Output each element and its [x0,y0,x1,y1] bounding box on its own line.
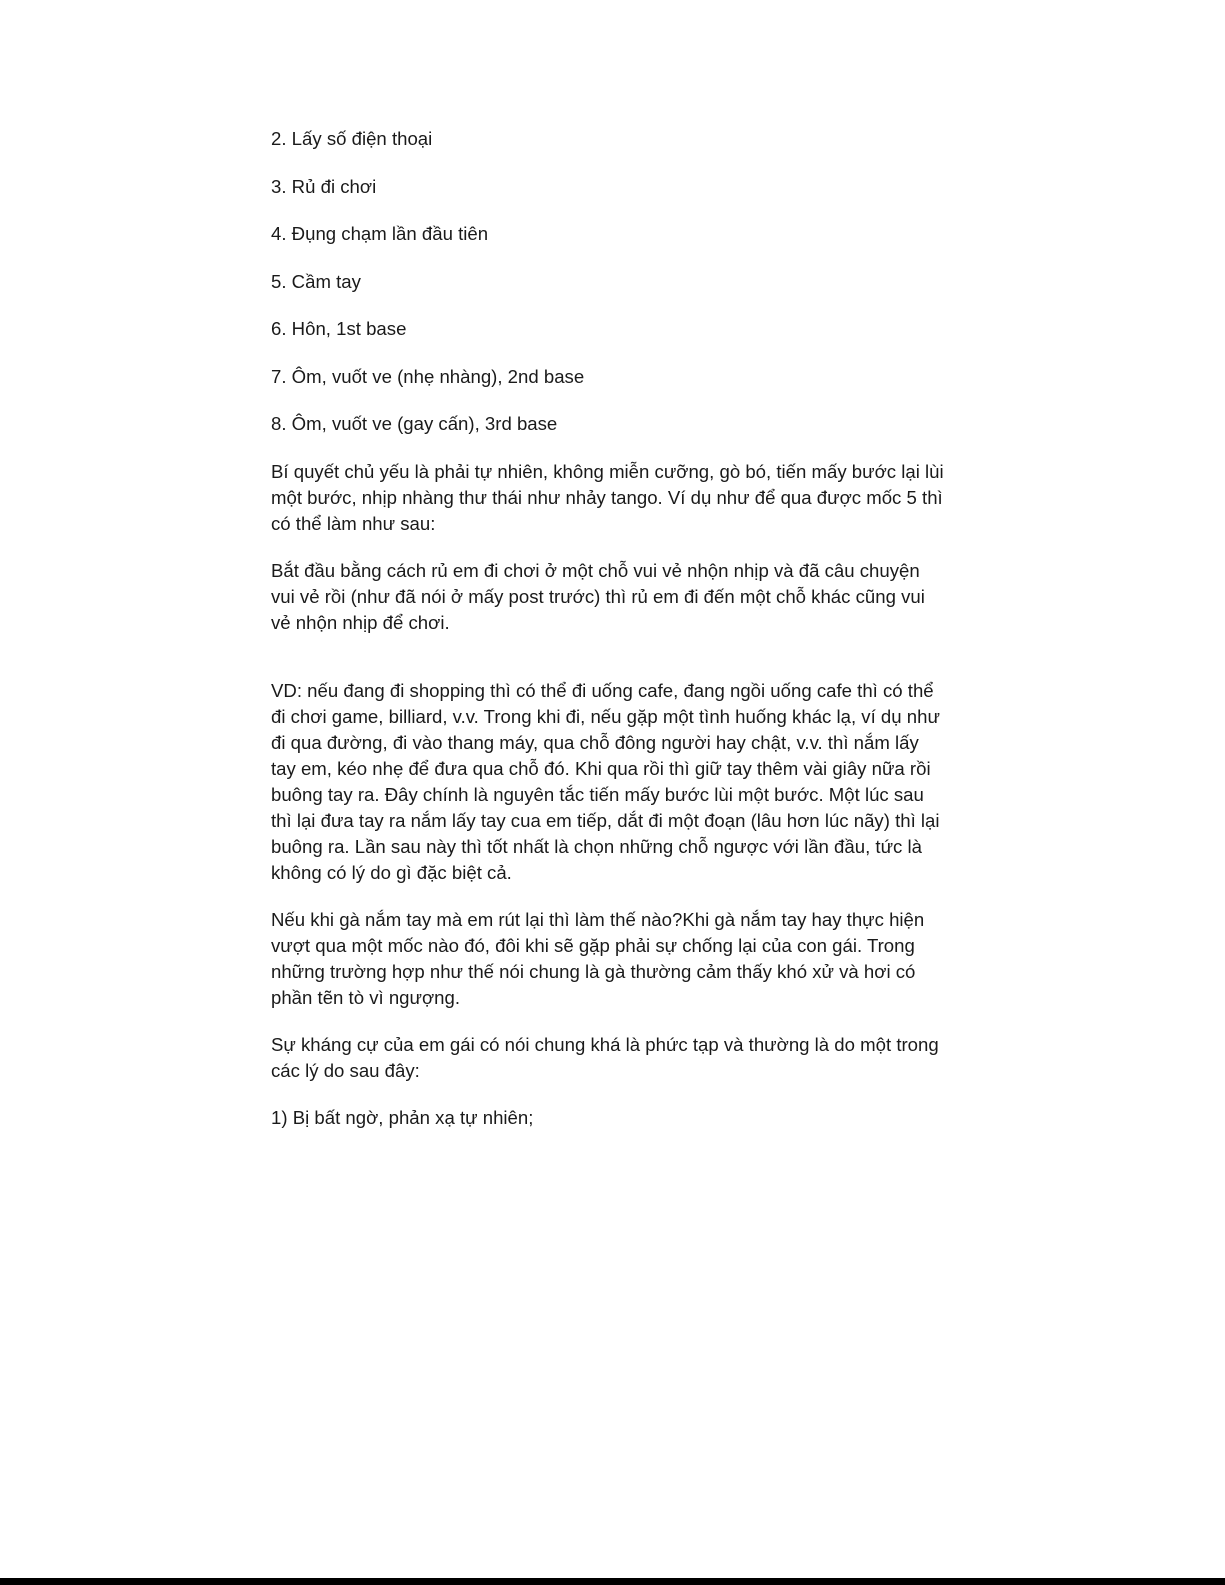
list-item: 3. Rủ đi chơi [271,175,377,197]
list-item: 6. Hôn, 1st base [271,318,407,339]
list-item: 2. Lấy số điện thoại [271,128,433,149]
paragraph-reason-1: 1) Bị bất ngờ, phản xạ tự nhiên; [271,1106,534,1128]
list-item: 7. Ôm, vuốt ve (nhẹ nhàng), 2nd base [271,365,585,387]
list-item: 8. Ôm, vuốt ve (gay cấn), 3rd base [271,413,558,434]
document-body [271,126,946,1152]
list-item: 5. Cầm tay [271,270,361,292]
paragraph-resistance-question: Nếu khi gà nắm tay mà em rút lại thì làm thế nào?Khi gà nắm tay hay thực hiện vượt qua một mốc nào đó, đôi khi sẽ gặp phải sự chống lại của con gái. Trong những trường hợp như thế nói chung là gà thường cảm thấy khó xử và hơi có phần tẽn tò vì ngượng. [271,908,925,1008]
paragraph-example: VD: nếu đang đi shopping thì có thể đi uống cafe, đang ngồi uống cafe thì có thể đi chơi game, billiard, v.v. Trong khi đi, nếu gặp một tình huống khác lạ, ví dụ như đi qua đường, đi vào thang máy, qua chỗ đông người hay chật, v.v. thì nắm lấy tay em, kéo nhẹ để đưa qua chỗ đó. Khi qua rồi thì giữ tay thêm vài giây nữa rồi buông tay ra. Đây chính là nguyên tắc tiến mấy bước lùi một bước. Một lúc sau thì lại đưa tay ra nắm lấy tay cua em tiếp, dắt đi một đoạn (lâu hơn lúc nãy) thì lại buông ra. Lần sau này thì tốt nhất là chọn những chỗ ngược với lần đầu, tức là không có lý do gì đặc biệt cả. [271,679,940,883]
page-bottom-border [0,1578,1225,1585]
paragraph-tips: Bí quyết chủ yếu là phải tự nhiên, không miễn cưỡng, gò bó, tiến mấy bước lại lùi một bước, nhịp nhàng thư thái như nhảy tango. Ví dụ như để qua được mốc 5 thì có thể làm như sau: [271,460,944,534]
paragraph-start: Bắt đầu bằng cách rủ em đi chơi ở một chỗ vui vẻ nhộn nhịp và đã câu chuyện vui vẻ rồi (như đã nói ở mấy post trước) thì rủ em đi đến một chỗ khác cũng vui vẻ nhộn nhịp để chơi. [271,559,925,633]
list-item: 4. Đụng chạm lần đầu tiên [271,223,489,244]
paragraph-reasons-intro: Sự kháng cự của em gái có nói chung khá là phức tạp và thường là do một trong các lý do sau đây: [271,1033,939,1081]
